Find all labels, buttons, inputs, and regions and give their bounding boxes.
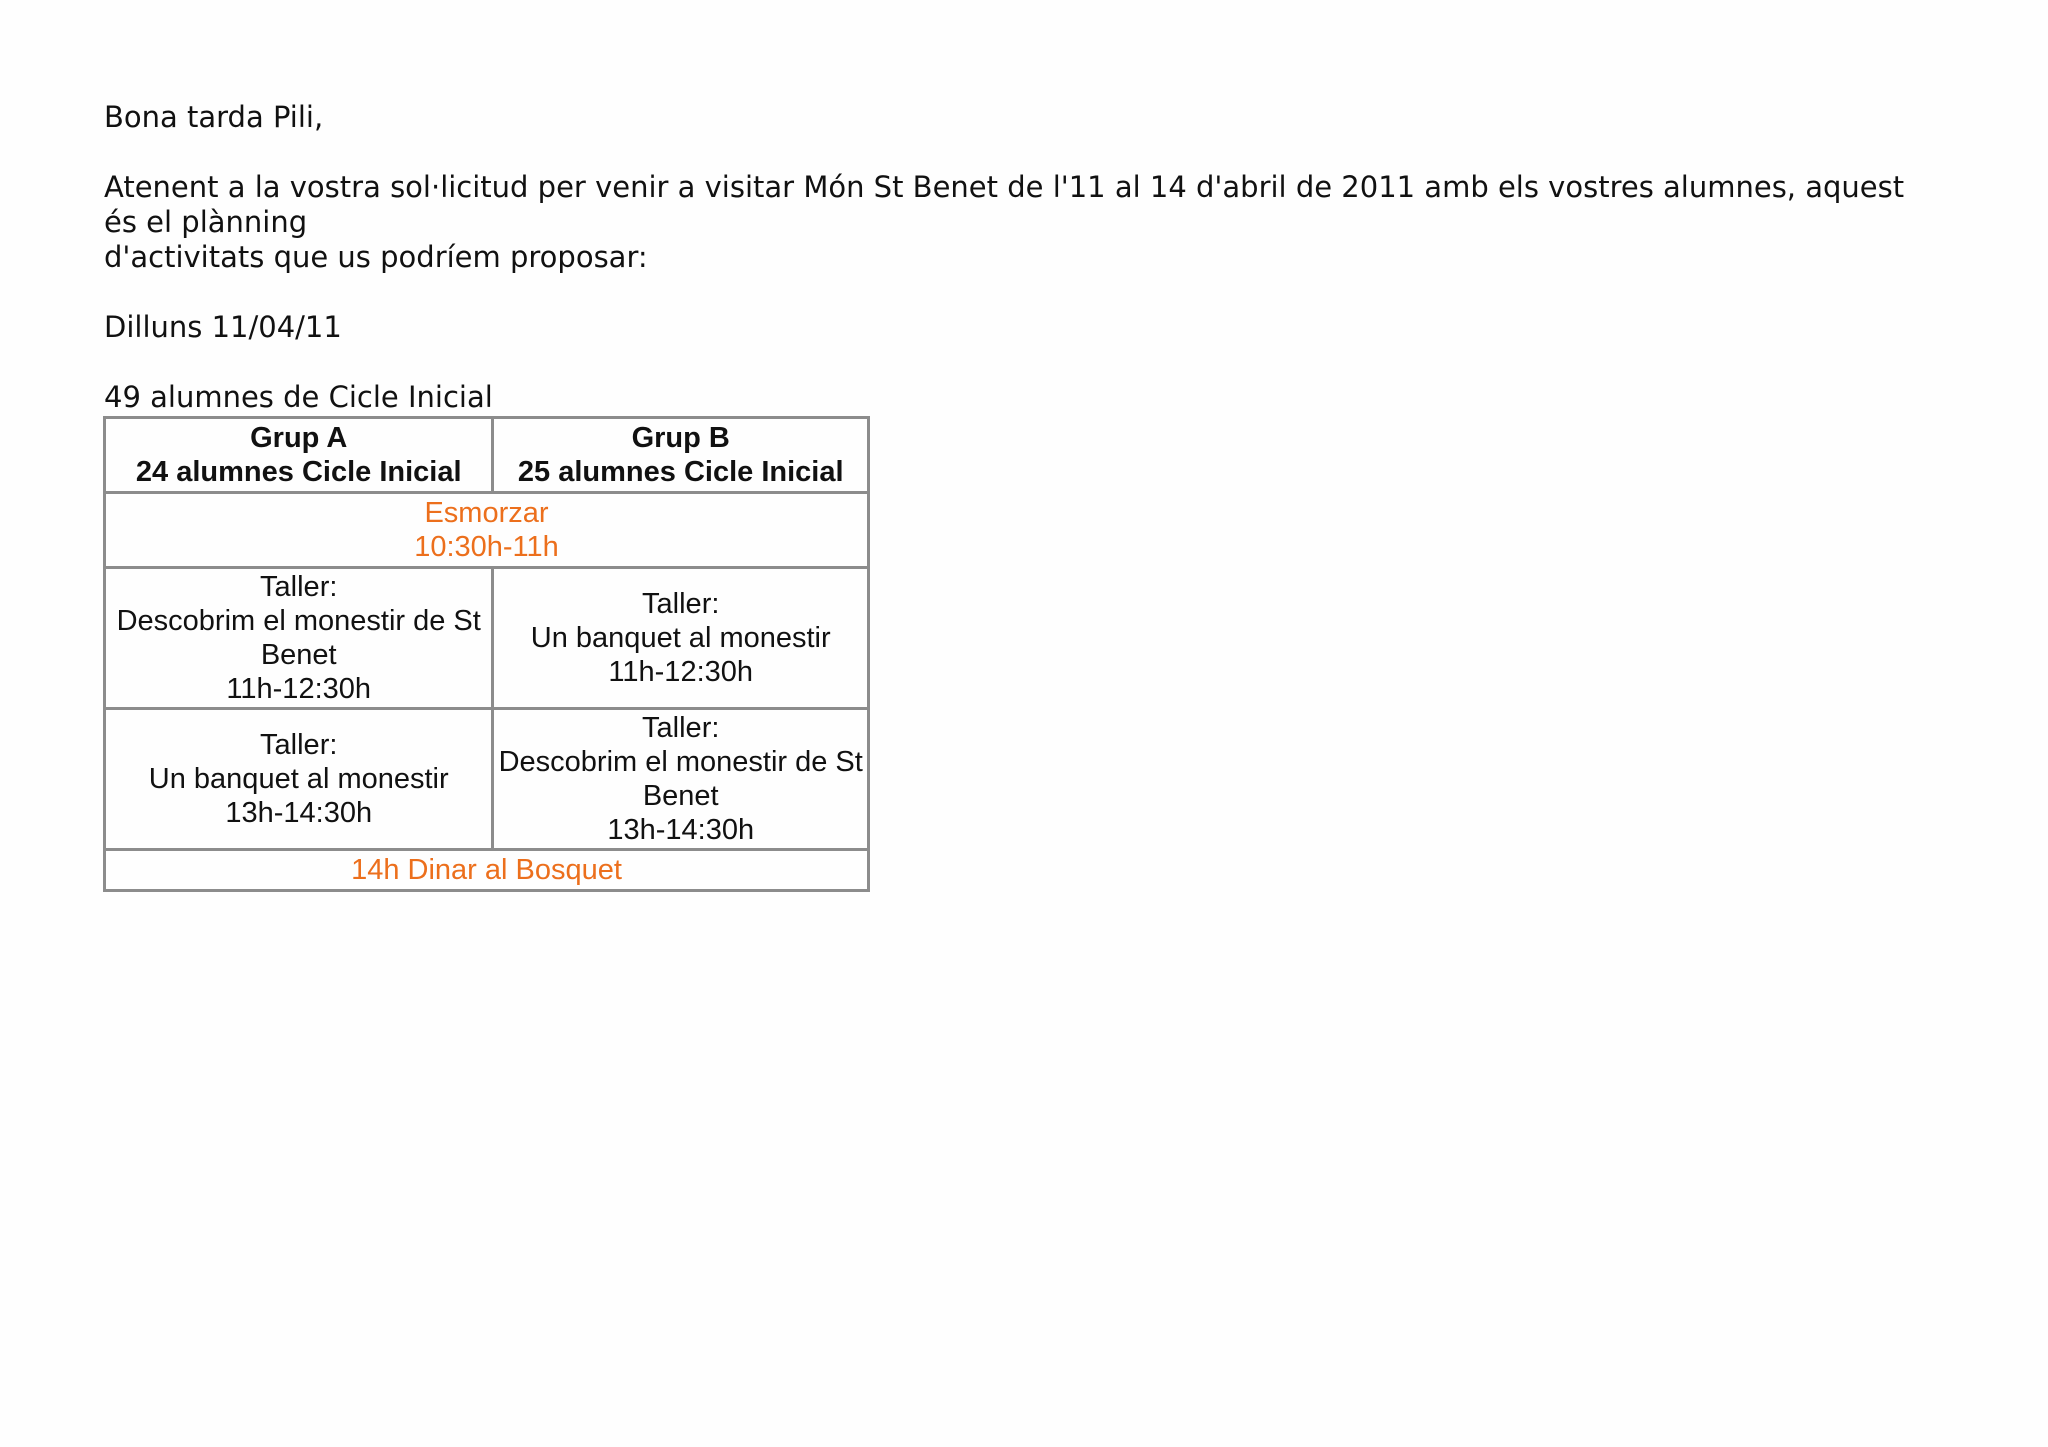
workshop-prefix: Taller:	[642, 588, 720, 620]
workshop-title-line-2: Benet	[642, 780, 719, 812]
workshop-prefix: Taller:	[260, 729, 338, 761]
group-b-subtitle: 25 alumnes Cicle Inicial	[517, 456, 844, 488]
breakfast-cell	[105, 493, 869, 568]
group-a-header	[105, 418, 493, 493]
workshop-title-line-2: Benet	[260, 639, 337, 671]
group-b-name: Grup B	[631, 422, 730, 454]
workshop-time: 13h-14:30h	[225, 797, 373, 829]
workshop-prefix: Taller:	[260, 571, 338, 603]
table-row	[105, 568, 869, 709]
breakfast-label: Esmorzar	[424, 497, 549, 529]
day-heading: Dilluns 11/04/11	[104, 310, 342, 344]
table-row	[105, 709, 869, 850]
letter-body	[104, 100, 1944, 450]
afternoon-workshop-a	[105, 709, 493, 850]
morning-workshop-a	[105, 568, 493, 709]
table-header-row	[105, 418, 869, 493]
students-count: 49 alumnes de Cicle Inicial	[104, 380, 493, 414]
group-a-name: Grup A	[250, 422, 348, 454]
workshop-title-line-1: Descobrim el monestir de St	[498, 746, 863, 778]
greeting: Bona tarda Pili,	[104, 100, 324, 134]
intro-paragraph	[104, 170, 1944, 275]
workshop-title-line-1: Un banquet al monestir	[530, 622, 831, 654]
intro-line-1: Atenent a la vostra sol·licitud per venir a visitar Món St Benet de l'11 al 14 d'abril de 2011 amb els vostres alumnes, aquest és el plànning	[104, 170, 1905, 239]
group-a-subtitle: 24 alumnes Cicle Inicial	[135, 456, 462, 488]
group-b-header	[493, 418, 869, 493]
intro-line-2: d'activitats que us podríem proposar:	[104, 240, 648, 274]
morning-workshop-b	[493, 568, 869, 709]
lunch-cell: 14h Dinar al Bosquet	[105, 850, 869, 891]
table-row	[105, 493, 869, 568]
schedule-table	[103, 416, 870, 892]
afternoon-workshop-b	[493, 709, 869, 850]
table-row	[105, 850, 869, 891]
workshop-prefix: Taller:	[642, 712, 720, 744]
workshop-title-line-1: Descobrim el monestir de St	[116, 605, 481, 637]
workshop-time: 11h-12:30h	[608, 656, 754, 688]
workshop-time: 11h-12:30h	[226, 673, 372, 705]
workshop-title-line-1: Un banquet al monestir	[148, 763, 449, 795]
workshop-time: 13h-14:30h	[607, 814, 755, 846]
breakfast-time: 10:30h-11h	[414, 531, 559, 563]
